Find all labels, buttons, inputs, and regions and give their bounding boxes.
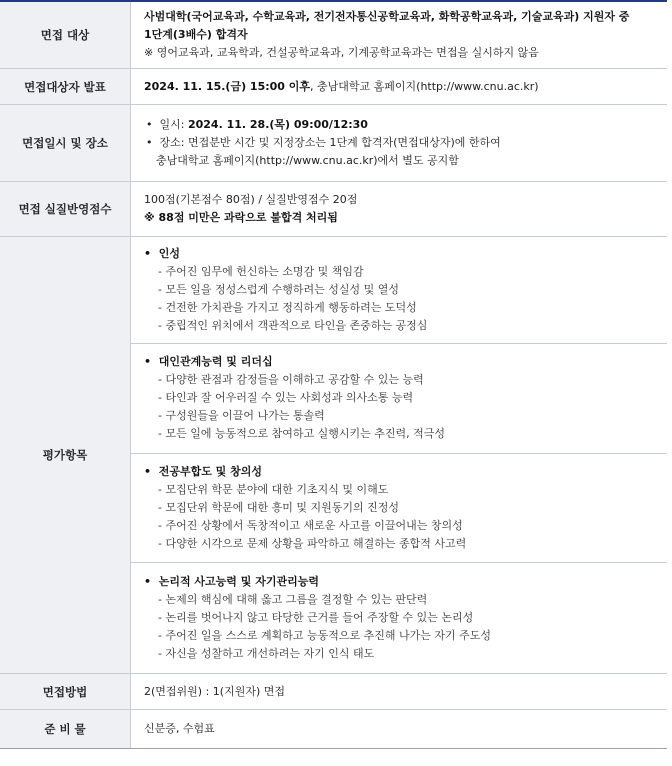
row-label: 면접대상자 발표: [0, 69, 131, 104]
group-title-text: 전공부합도 및 창의성: [158, 464, 262, 478]
schedule-place: [144, 134, 659, 152]
row-score: [0, 182, 667, 237]
announcement-datetime: 2024. 11. 15.(금) 15:00 이후: [144, 79, 311, 93]
eval-item: [144, 517, 659, 535]
group-title-text: 논리적 사고능력 및 자기관리능력: [158, 575, 319, 589]
row-label: 평가항목: [0, 237, 131, 673]
eval-item-text: 모집단위 학문 분야에 대한 기초지식 및 이해도: [165, 482, 389, 496]
dash: -: [158, 629, 162, 643]
row-content: [131, 2, 667, 68]
row-content: [131, 674, 667, 709]
dash: -: [158, 264, 162, 278]
dash: -: [158, 647, 162, 661]
eval-item: [144, 645, 659, 663]
eval-group-title: [144, 353, 659, 371]
eval-item: [144, 389, 659, 407]
dash: -: [158, 427, 162, 441]
row-method: [0, 674, 667, 710]
score-line-2: ※ 88점 미만은 과락으로 불합격 처리됨: [144, 211, 338, 224]
eval-item-text: 구성원들을 이끌어 나가는 통솔력: [165, 409, 325, 423]
eval-item: [144, 317, 659, 335]
eval-item-text: 모든 일을 정성스럽게 수행하려는 성실성 및 열성: [165, 282, 399, 296]
dash: -: [158, 391, 162, 405]
eval-item: [144, 263, 659, 281]
bullet: •: [144, 355, 152, 369]
eval-item: [144, 627, 659, 645]
announcement-location: , 충남대학교 홈페이지(http://www.cnu.ac.kr): [310, 79, 539, 93]
bullet: •: [144, 246, 152, 260]
dash: -: [158, 593, 162, 607]
eval-item: [144, 591, 659, 609]
row-evaluation: [0, 237, 667, 674]
schedule-place-line-1: 장소: 면접분반 시간 및 지정장소는 1단계 합격자(면접대상자)에 한하여: [159, 136, 501, 149]
eval-item-text: 건전한 가치관을 가지고 정직하게 행동하려는 도덕성: [165, 300, 417, 314]
eval-item-text: 모집단위 학문에 대한 흥미 및 지원동기의 진정성: [165, 500, 399, 514]
row-content: [131, 182, 667, 236]
row-label: 준 비 물: [0, 710, 131, 748]
eval-item-text: 중립적인 위치에서 객관적으로 타인을 존중하는 공정심: [165, 318, 428, 332]
eval-item-text: 주어진 상황에서 독창적이고 새로운 사고를 이끌어내는 창의성: [165, 518, 463, 532]
eval-item-text: 다양한 시각으로 문제 상황을 파악하고 해결하는 종합적 사고력: [165, 536, 467, 550]
row-content: [131, 710, 667, 748]
eval-item-text: 타인과 잘 어우러질 수 있는 사회성과 의사소통 능력: [165, 391, 414, 405]
group-title-text: 대인관계능력 및 리더십: [158, 355, 273, 369]
eval-item: [144, 299, 659, 317]
eval-item-text: 논리를 벗어나지 않고 타당한 근거를 들어 주장할 수 있는 논리성: [165, 611, 474, 625]
preparation-text: 신분증, 수험표: [144, 722, 215, 735]
score-line-1: 100점(기본점수 80점) / 실질반영점수 20점: [144, 193, 358, 206]
schedule-date: [144, 116, 659, 134]
eval-item-text: 자신을 성찰하고 개선하려는 자기 인식 태도: [165, 647, 375, 661]
bullet: •: [146, 118, 153, 131]
group-title-text: 인성: [158, 246, 180, 260]
eval-item: [144, 499, 659, 517]
bullet: •: [144, 575, 152, 589]
schedule-date-value: 2024. 11. 28.(목) 09:00/12:30: [187, 118, 368, 131]
row-label: 면접 대상: [0, 2, 131, 68]
row-announcement: [0, 69, 667, 105]
row-schedule: [0, 105, 667, 182]
dash: -: [158, 536, 162, 550]
eval-group-title: [144, 573, 659, 591]
eval-item: [144, 281, 659, 299]
eval-group-character: [131, 237, 667, 344]
method-text: 2(면접위원) : 1(지원자) 면접: [144, 684, 285, 698]
dash: -: [158, 282, 162, 296]
eval-group-title: [144, 245, 659, 263]
eval-item: [144, 425, 659, 443]
row-label: 면접방법: [0, 674, 131, 709]
eval-group-logic: [131, 563, 667, 673]
target-line-1: 사범대학(국어교육과, 수학교육과, 전기전자통신공학교육과, 화학공학교육과, 기술교육과) 지원자 중: [144, 10, 630, 23]
dash: -: [158, 482, 162, 496]
eval-item-text: 주어진 임무에 헌신하는 소명감 및 책임감: [165, 264, 364, 278]
row-interview-target: [0, 2, 667, 69]
row-preparation: [0, 710, 667, 748]
announcement-text: [144, 78, 659, 96]
dash: -: [158, 373, 162, 387]
row-label: 면접일시 및 장소: [0, 105, 131, 181]
eval-item-text: 모든 일에 능동적으로 참여하고 실행시키는 추진력, 적극성: [165, 427, 445, 441]
schedule-date-prefix: 일시:: [159, 118, 188, 131]
dash: -: [158, 300, 162, 314]
eval-item: [144, 371, 659, 389]
eval-item: [144, 481, 659, 499]
dash: -: [158, 518, 162, 532]
evaluation-groups: [131, 237, 667, 673]
eval-item: [144, 407, 659, 425]
row-label: 면접 실질반영점수: [0, 182, 131, 236]
row-content: [131, 69, 667, 104]
target-note: ※ 영어교육과, 교육학과, 건설공학교육과, 기계공학교육과는 면접을 실시하지 않음: [144, 46, 539, 59]
eval-group-title: [144, 463, 659, 481]
eval-group-interpersonal: [131, 344, 667, 454]
dash: -: [158, 409, 162, 423]
dash: -: [158, 611, 162, 625]
target-line-2: 1단계(3배수) 합격자: [144, 28, 248, 41]
schedule-place-line-2: 충남대학교 홈페이지(http://www.cnu.ac.kr)에서 별도 공지함: [156, 154, 459, 167]
bullet: •: [144, 464, 152, 478]
dash: -: [158, 500, 162, 514]
eval-group-major-fit: [131, 454, 667, 564]
bullet: •: [146, 136, 153, 149]
dash: -: [158, 318, 162, 332]
eval-item: [144, 535, 659, 553]
row-content: [131, 105, 667, 181]
eval-item-text: 논제의 핵심에 대해 옳고 그름을 결정할 수 있는 판단력: [165, 593, 428, 607]
eval-item-text: 다양한 관점과 감정들을 이해하고 공감할 수 있는 능력: [165, 373, 424, 387]
eval-item-text: 주어진 일을 스스로 계획하고 능동적으로 추진해 나가는 자기 주도성: [165, 629, 491, 643]
eval-item: [144, 609, 659, 627]
